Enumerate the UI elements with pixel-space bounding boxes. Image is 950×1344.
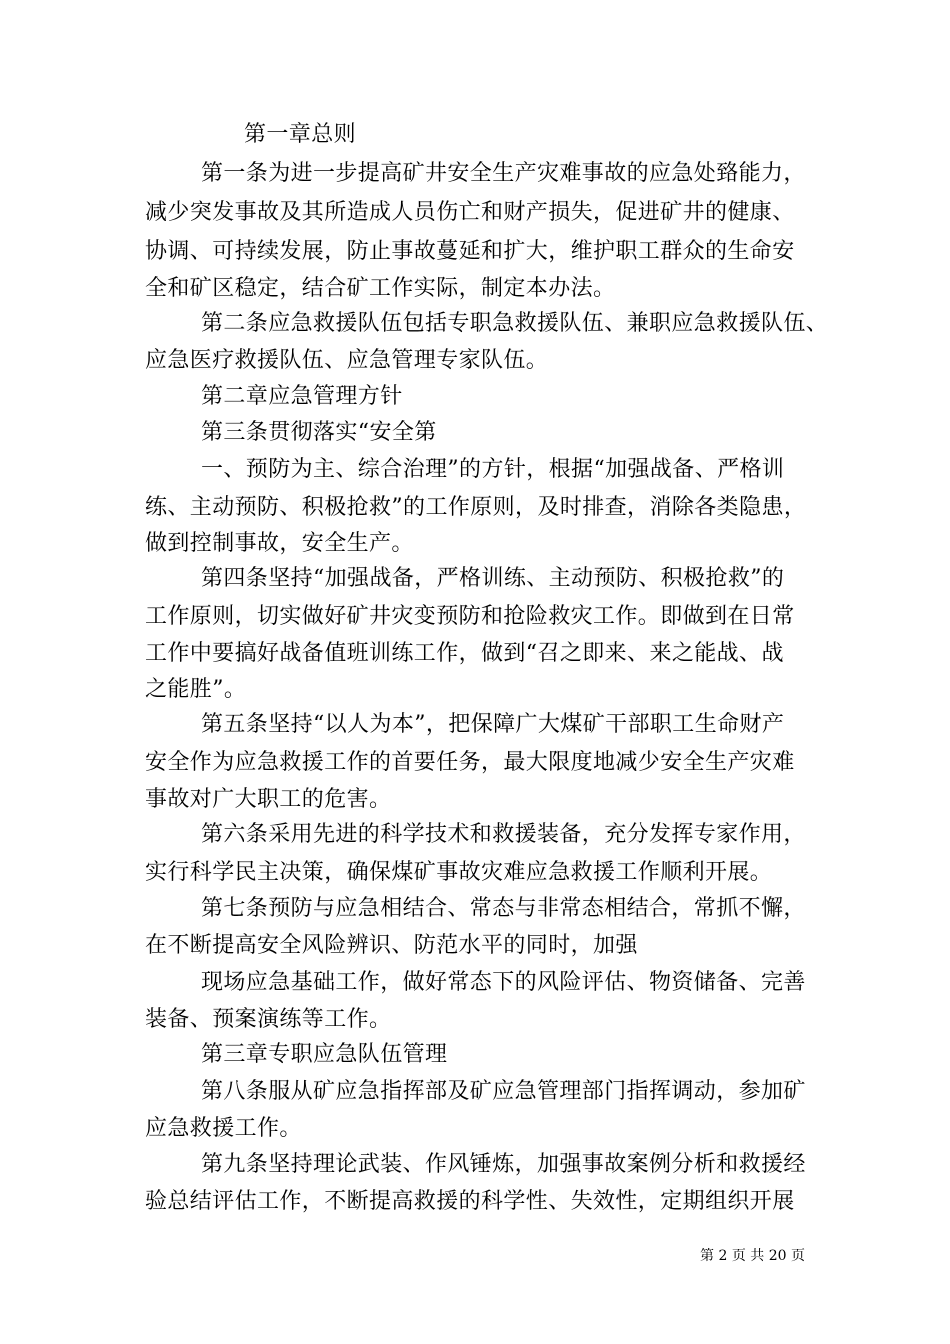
page-number-footer: 第 2 页 共 20 页 [700,1248,805,1264]
paragraph-line: 做到控制事故，安全生产。 [145,531,414,556]
chapter-heading: 第一章总则 [244,122,357,147]
paragraph-line: 第六条采用先进的科学技术和救援装备，充分发挥专家作用， [201,822,806,847]
paragraph-line: 工作中要搞好战备值班训练工作，做到“召之即来、来之能战、战 [145,641,784,666]
paragraph-line: 第五条坚持“以人为本”，把保障广大煤矿干部职工生命财产 [201,712,785,737]
paragraph-line: 实行科学民主决策，确保煤矿事故灾难应急救援工作顺利开展。 [145,860,773,885]
paragraph-line: 现场应急基础工作，做好常态下的风险评估、物资储备、完善 [201,970,806,995]
chapter-heading: 第二章应急管理方针 [201,384,403,409]
paragraph-line: 事故对广大职工的危害。 [145,787,392,812]
paragraph-line: 减少突发事故及其所造成人员伤亡和财产损失，促进矿井的健康、 [145,200,795,225]
paragraph-line: 第七条预防与应急相结合、常态与非常态相结合，常抓不懈， [201,896,806,921]
paragraph-line: 全和矿区稳定，结合矿工作实际，制定本办法。 [145,276,616,301]
paragraph-line: 装备、预案演练等工作。 [145,1007,392,1032]
paragraph-line: 第九条坚持理论武装、作风锤炼，加强事故案例分析和救援经 [201,1152,806,1177]
paragraph-line: 安全作为应急救援工作的首要任务，最大限度地减少安全生产灾难 [145,750,795,775]
paragraph-line: 第四条坚持“加强战备，严格训练、主动预防、积极抢救”的 [201,566,785,591]
paragraph-line: 第一条为进一步提高矿井安全生产灾难事故的应急处臵能力， [201,161,806,186]
paragraph-line: 一、预防为主、综合治理”的方针，根据“加强战备、严格训 [201,457,785,482]
paragraph-line: 在不断提高安全风险辨识、防范水平的同时，加强 [145,933,638,958]
paragraph-line: 第二条应急救援队伍包括专职急救援队伍、兼职应急救援队伍、 [201,311,829,336]
paragraph-line: 工作原则，切实做好矿井灾变预防和抢险救灾工作。即做到在日常 [145,604,795,629]
paragraph-line: 练、主动预防、积极抢救”的工作原则，及时排查，消除各类隐患， [145,495,807,520]
paragraph-line: 应急医疗救援队伍、应急管理专家队伍。 [145,348,549,373]
paragraph-line: 之能胜”。 [145,677,247,702]
paragraph-line: 应急救援工作。 [145,1116,302,1141]
paragraph-line: 验总结评估工作，不断提高救援的科学性、失效性，定期组织开展 [145,1189,795,1214]
chapter-heading: 第三章专职应急队伍管理 [201,1042,448,1067]
paragraph-line: 第三条贯彻落实“安全第 [201,420,437,445]
paragraph-line: 协调、可持续发展，防止事故蔓延和扩大，维护职工群众的生命安 [145,239,795,264]
paragraph-line: 第八条服从矿应急指挥部及矿应急管理部门指挥调动，参加矿 [201,1079,806,1104]
